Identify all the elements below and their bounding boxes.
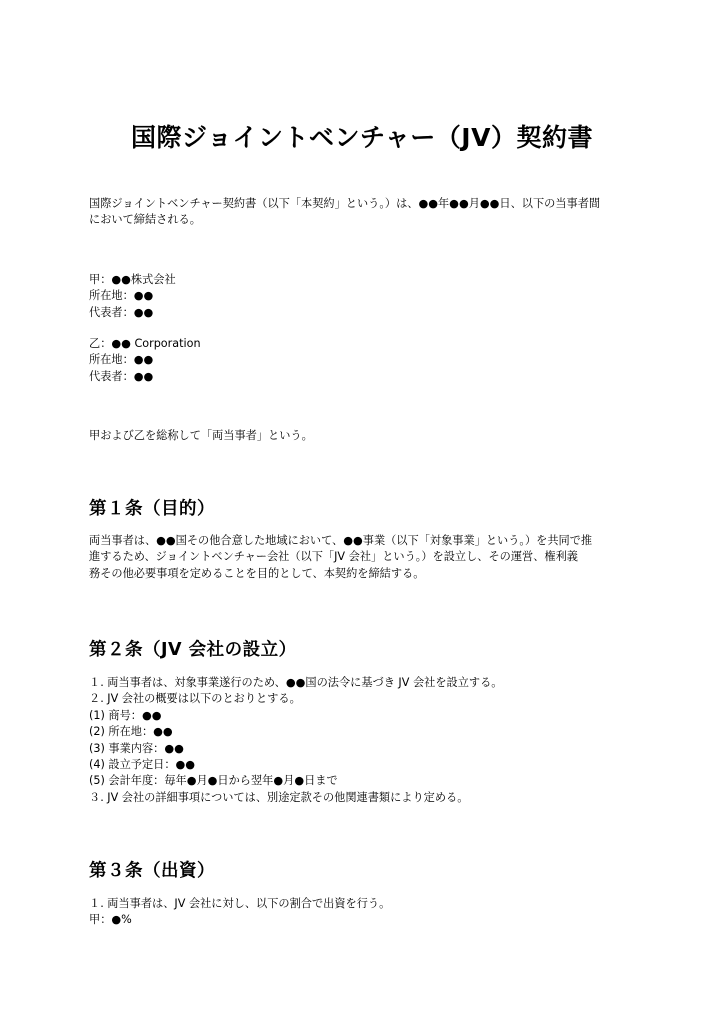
- article-3-body: [89, 896, 645, 929]
- intro-line-2: において締結される。: [89, 213, 201, 227]
- article-3-line: １. 両当事者は、JV 会社に対し、以下の割合で出資を行う。: [89, 897, 391, 910]
- article-1-body: [89, 533, 645, 582]
- party-b-address: 所在地：●●: [89, 353, 154, 367]
- article-2-line: (3) 事業内容：●●: [89, 741, 184, 755]
- article-1-line: 務その他必要事項を定めることを目的として、本契約を締結する。: [89, 566, 425, 580]
- party-a-block: [89, 272, 645, 321]
- article-2-line: ３. JV 会社の詳細事項については、別途定款その他関連書類により定める。: [89, 790, 469, 804]
- party-a-address: 所在地：●●: [89, 289, 154, 303]
- article-2-line: (5) 会計年度：毎年●月●日から翌年●月●日まで: [89, 774, 338, 788]
- article-2-body: [89, 675, 645, 806]
- article-2-line: (4) 設立予定日：●●: [89, 758, 196, 772]
- article-1-line: 進するため、ジョイントベンチャー会社（以下「JV 会社」という。）を設立し、その運営、権利義: [89, 550, 578, 564]
- article-3-heading: 第３条（出資）: [89, 861, 215, 881]
- article-3-line: 甲：●%: [89, 913, 132, 927]
- collective-line: 甲および乙を総称して「両当事者」という。: [89, 429, 313, 442]
- article-2-line: １. 両当事者は、対象事業遂行のため、●●国の法令に基づき JV 会社を設立する。: [89, 676, 503, 689]
- article-1-heading: 第１条（目的）: [89, 499, 215, 519]
- party-a-name: 甲：●●株式会社: [89, 273, 176, 286]
- party-b-name: 乙：●● Corporation: [89, 337, 201, 350]
- article-1-line: 両当事者は、●●国その他合意した地域において、●●事業（以下「対象事業」という。）を共同で推: [89, 534, 593, 547]
- article-2-line: (2) 所在地：●●: [89, 725, 173, 739]
- intro-line-1: 国際ジョイントベンチャー契約書（以下「本契約」という。）は、●●年●●月●●日、以下の当事者間: [89, 197, 601, 210]
- party-b-representative: 代表者：●●: [89, 369, 154, 383]
- article-2-line: (1) 商号：●●: [89, 708, 162, 722]
- party-a-representative: 代表者：●●: [89, 305, 154, 319]
- article-2-line: ２. JV 会社の概要は以下のとおりとする。: [89, 692, 301, 706]
- collective-definition: [89, 428, 645, 444]
- intro-paragraph: [89, 196, 645, 229]
- article-2-heading: 第２条（JV 会社の設立）: [89, 640, 297, 660]
- party-b-block: [89, 336, 645, 385]
- document-title: 国際ジョイントベンチャー（JV）契約書: [131, 123, 593, 152]
